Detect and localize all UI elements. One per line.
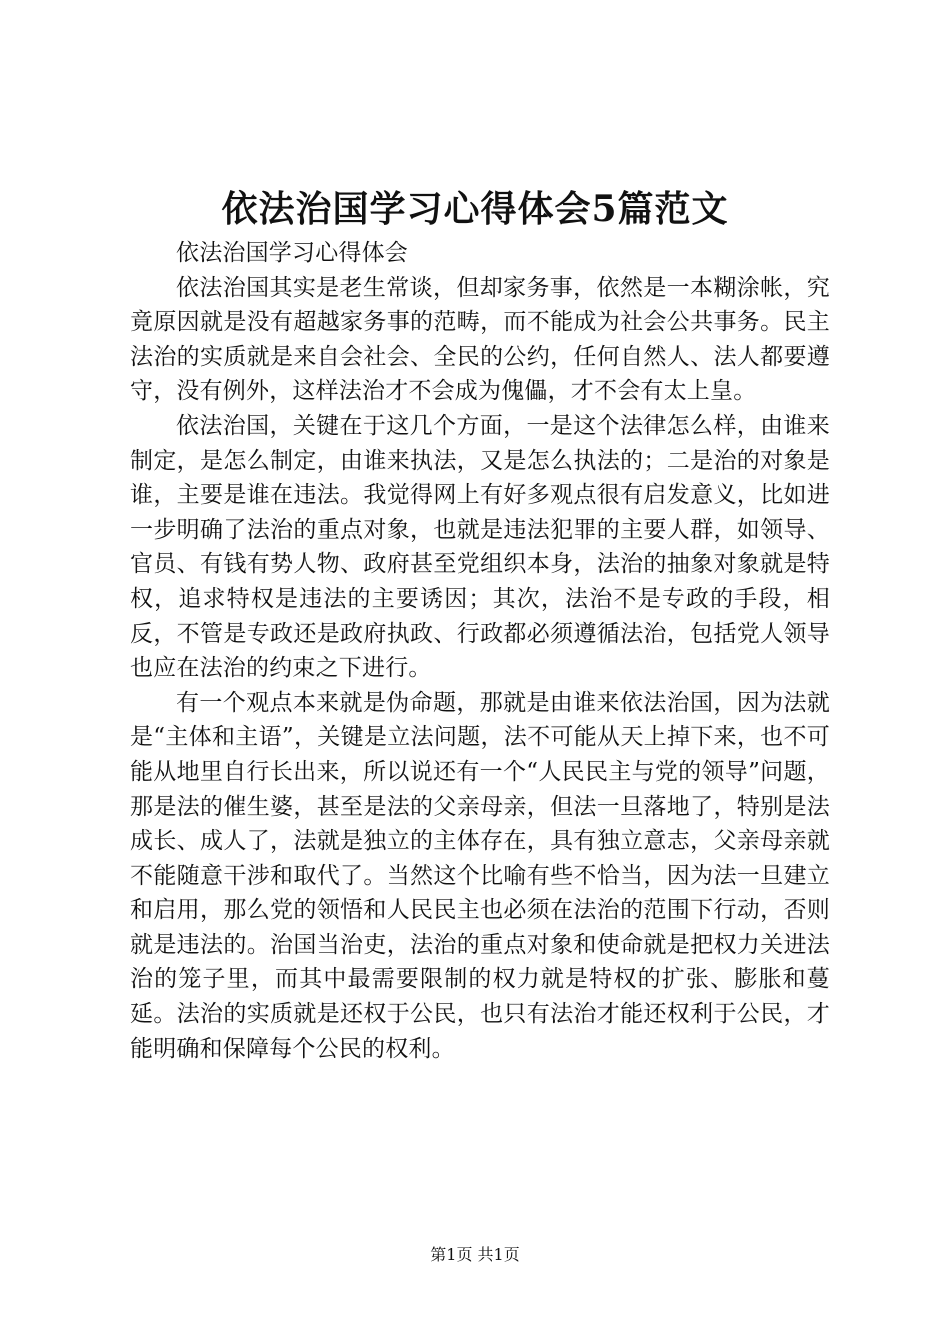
body-paragraph: 有一个观点本来就是伪命题，那就是由谁来依法治国，因为法就是“主体和主语”，关键是立法问题，法不可能从天上掉下来，也不可能从地里自行长出来，所以说还有一个“人民民主与党的领导”问题，那是法的催生婆，甚至是法的父亲母亲，但法一旦落地了，特别是法成长、成人了，法就是独立的主体存在，具有独立意志，父亲母亲就不能随意干涉和取代了。当然这个比喻有些不恰当，因为法一旦建立和启用，那么党的领悟和人民民主也必须在法治的范围下行动，否则就是违法的。治国当治吏，法治的重点对象和使命就是把权力关进法治的笼子里，而其中最需要限制的权力就是特权的扩张、膨胀和蔓延。法治的实质就是还权于公民，也只有法治才能还权利于公民，才能明确和保障每个公民的权利。 — [130, 689, 830, 1062]
body-paragraph: 依法治国其实是老生常谈，但却家务事，依然是一本糊涂帐，究竟原因就是没有超越家务事的范畴，而不能成为社会公共事务。民主法治的实质就是来自会社会、全民的公约，任何自然人、法人都要遵守，没有例外，这样法治才不会成为傀儡，才不会有太上皇。 — [130, 274, 830, 405]
page-number-label: 第1页 共1页 — [430, 1245, 520, 1264]
body-paragraph: 依法治国，关键在于这几个方面，一是这个法律怎么样，由谁来制定，是怎么制定，由谁来执法，又是怎么执法的；二是治的对象是谁，主要是谁在违法。我觉得网上有好多观点很有启发意义，比如进一步明确了法治的重点对象，也就是违法犯罪的主要人群，如领导、官员、有钱有势人物、政府甚至党组织本身，法治的抽象对象就是特权，追求特权是违法的主要诱因；其次，法治不是专政的手段，相反，不管是专政还是政府执政、行政都必须遵循法治，包括党人领导也应在法治的约束之下进行。 — [130, 412, 830, 682]
subtitle-paragraph: 依法治国学习心得体会 — [176, 240, 408, 266]
document-body — [130, 236, 830, 1066]
document-title: 依法治国学习心得体会5篇范文 — [221, 188, 729, 230]
page-footer — [0, 1244, 950, 1266]
